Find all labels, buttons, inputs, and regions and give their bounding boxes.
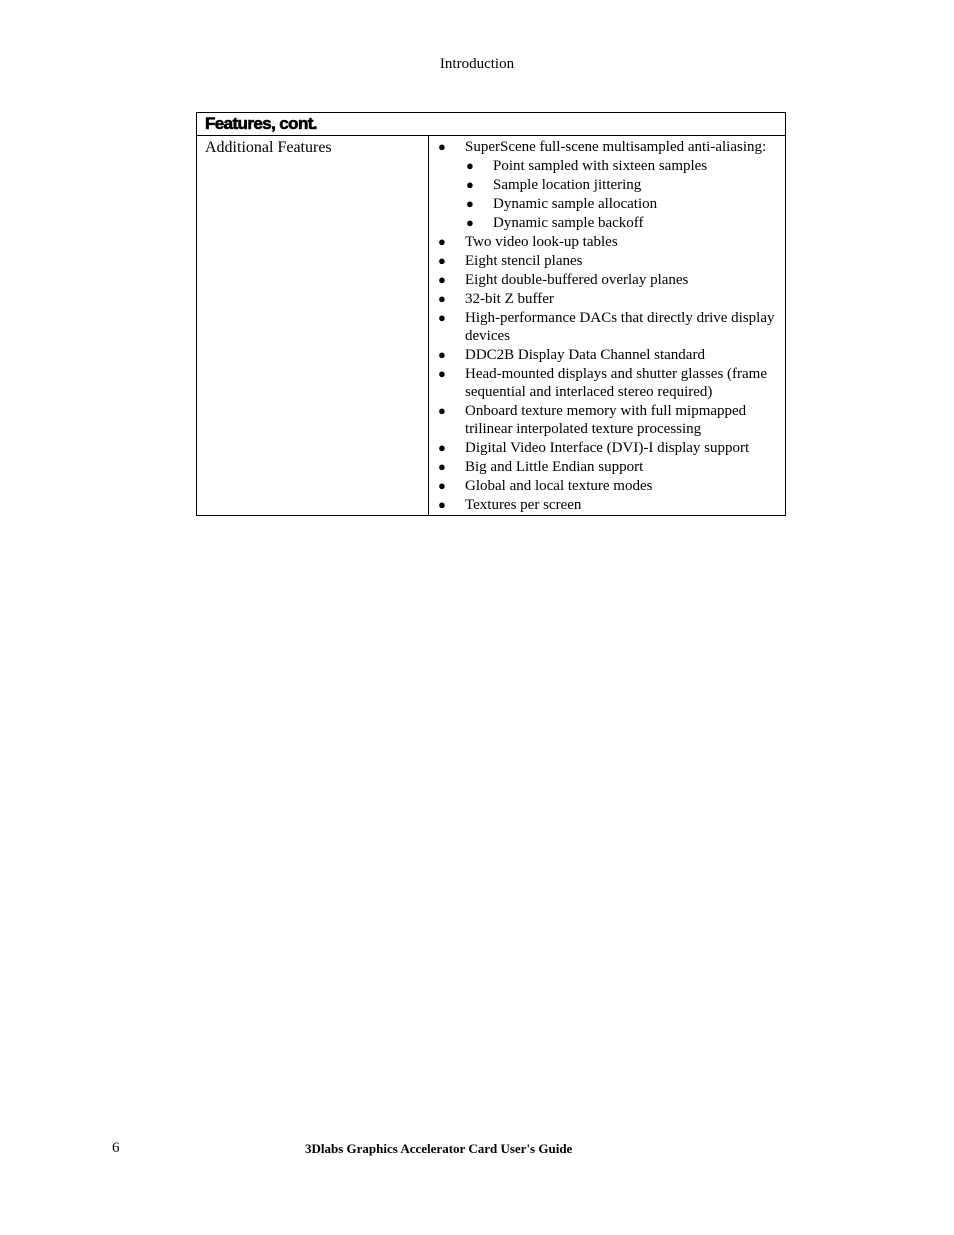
list-item-text: 32-bit Z buffer <box>465 291 554 307</box>
bullet-icon: ● <box>438 272 446 287</box>
row-label: Additional Features <box>197 136 429 515</box>
bullet-icon: ● <box>466 177 474 192</box>
list-item-text: Onboard texture memory with full mipmapped trilinear interpolated texture processing <box>465 403 747 437</box>
list-item-text: Head-mounted displays and shutter glasses (frame sequential and interlaced stereo required) <box>465 366 767 400</box>
sub-list <box>465 157 785 232</box>
list-item-text: Sample location jittering <box>493 177 642 193</box>
list-item-text: Eight double-buffered overlay planes <box>465 272 689 288</box>
bullet-icon: ● <box>438 497 446 512</box>
bullet-icon: ● <box>438 139 446 154</box>
bullet-icon: ● <box>438 310 446 325</box>
list-item <box>429 271 785 289</box>
sub-list-item <box>465 195 785 213</box>
bullet-icon: ● <box>438 366 446 381</box>
list-item <box>429 290 785 308</box>
footer-title: 3Dlabs Graphics Accelerator Card User's Guide <box>305 1141 573 1156</box>
list-item <box>429 496 785 514</box>
features-table <box>196 112 786 516</box>
list-item <box>429 365 785 401</box>
list-item-text: Two video look-up tables <box>465 234 618 250</box>
bullet-icon: ● <box>466 196 474 211</box>
list-item-text: Textures per screen <box>465 497 582 513</box>
bullet-icon: ● <box>466 215 474 230</box>
list-item-text: High-performance DACs that directly drive display devices <box>465 310 775 344</box>
list-item-text: Dynamic sample backoff <box>493 215 644 231</box>
list-item-text: Dynamic sample allocation <box>493 196 658 212</box>
list-item <box>429 439 785 457</box>
list-item-text: Global and local texture modes <box>465 478 653 494</box>
bullet-icon: ● <box>438 291 446 306</box>
list-item-text: Digital Video Interface (DVI)-I display support <box>465 440 750 456</box>
sub-list-item <box>465 176 785 194</box>
list-item <box>429 233 785 251</box>
list-item-text: SuperScene full-scene multisampled anti-aliasing: <box>465 139 767 155</box>
sub-list-item <box>465 157 785 175</box>
page-number: 6 <box>112 1140 120 1156</box>
list-item <box>429 477 785 495</box>
table-title: Features, cont. <box>197 113 785 136</box>
list-item <box>429 252 785 270</box>
list-item-text: Big and Little Endian support <box>465 459 644 475</box>
list-item <box>429 346 785 364</box>
table-row <box>197 136 785 515</box>
bullet-icon: ● <box>438 459 446 474</box>
bullet-icon: ● <box>438 234 446 249</box>
features-list <box>429 138 785 514</box>
bullet-icon: ● <box>466 158 474 173</box>
list-item <box>429 458 785 476</box>
features-cell <box>429 136 785 515</box>
list-item <box>429 309 785 345</box>
bullet-icon: ● <box>438 403 446 418</box>
list-item <box>429 138 785 232</box>
bullet-icon: ● <box>438 347 446 362</box>
list-item-text: DDC2B Display Data Channel standard <box>465 347 705 363</box>
bullet-icon: ● <box>438 440 446 455</box>
running-header: Introduction <box>439 56 515 72</box>
list-item <box>429 402 785 438</box>
list-item-text: Eight stencil planes <box>465 253 583 269</box>
list-item-text: Point sampled with sixteen samples <box>493 158 708 174</box>
bullet-icon: ● <box>438 478 446 493</box>
sub-list-item <box>465 214 785 232</box>
bullet-icon: ● <box>438 253 446 268</box>
